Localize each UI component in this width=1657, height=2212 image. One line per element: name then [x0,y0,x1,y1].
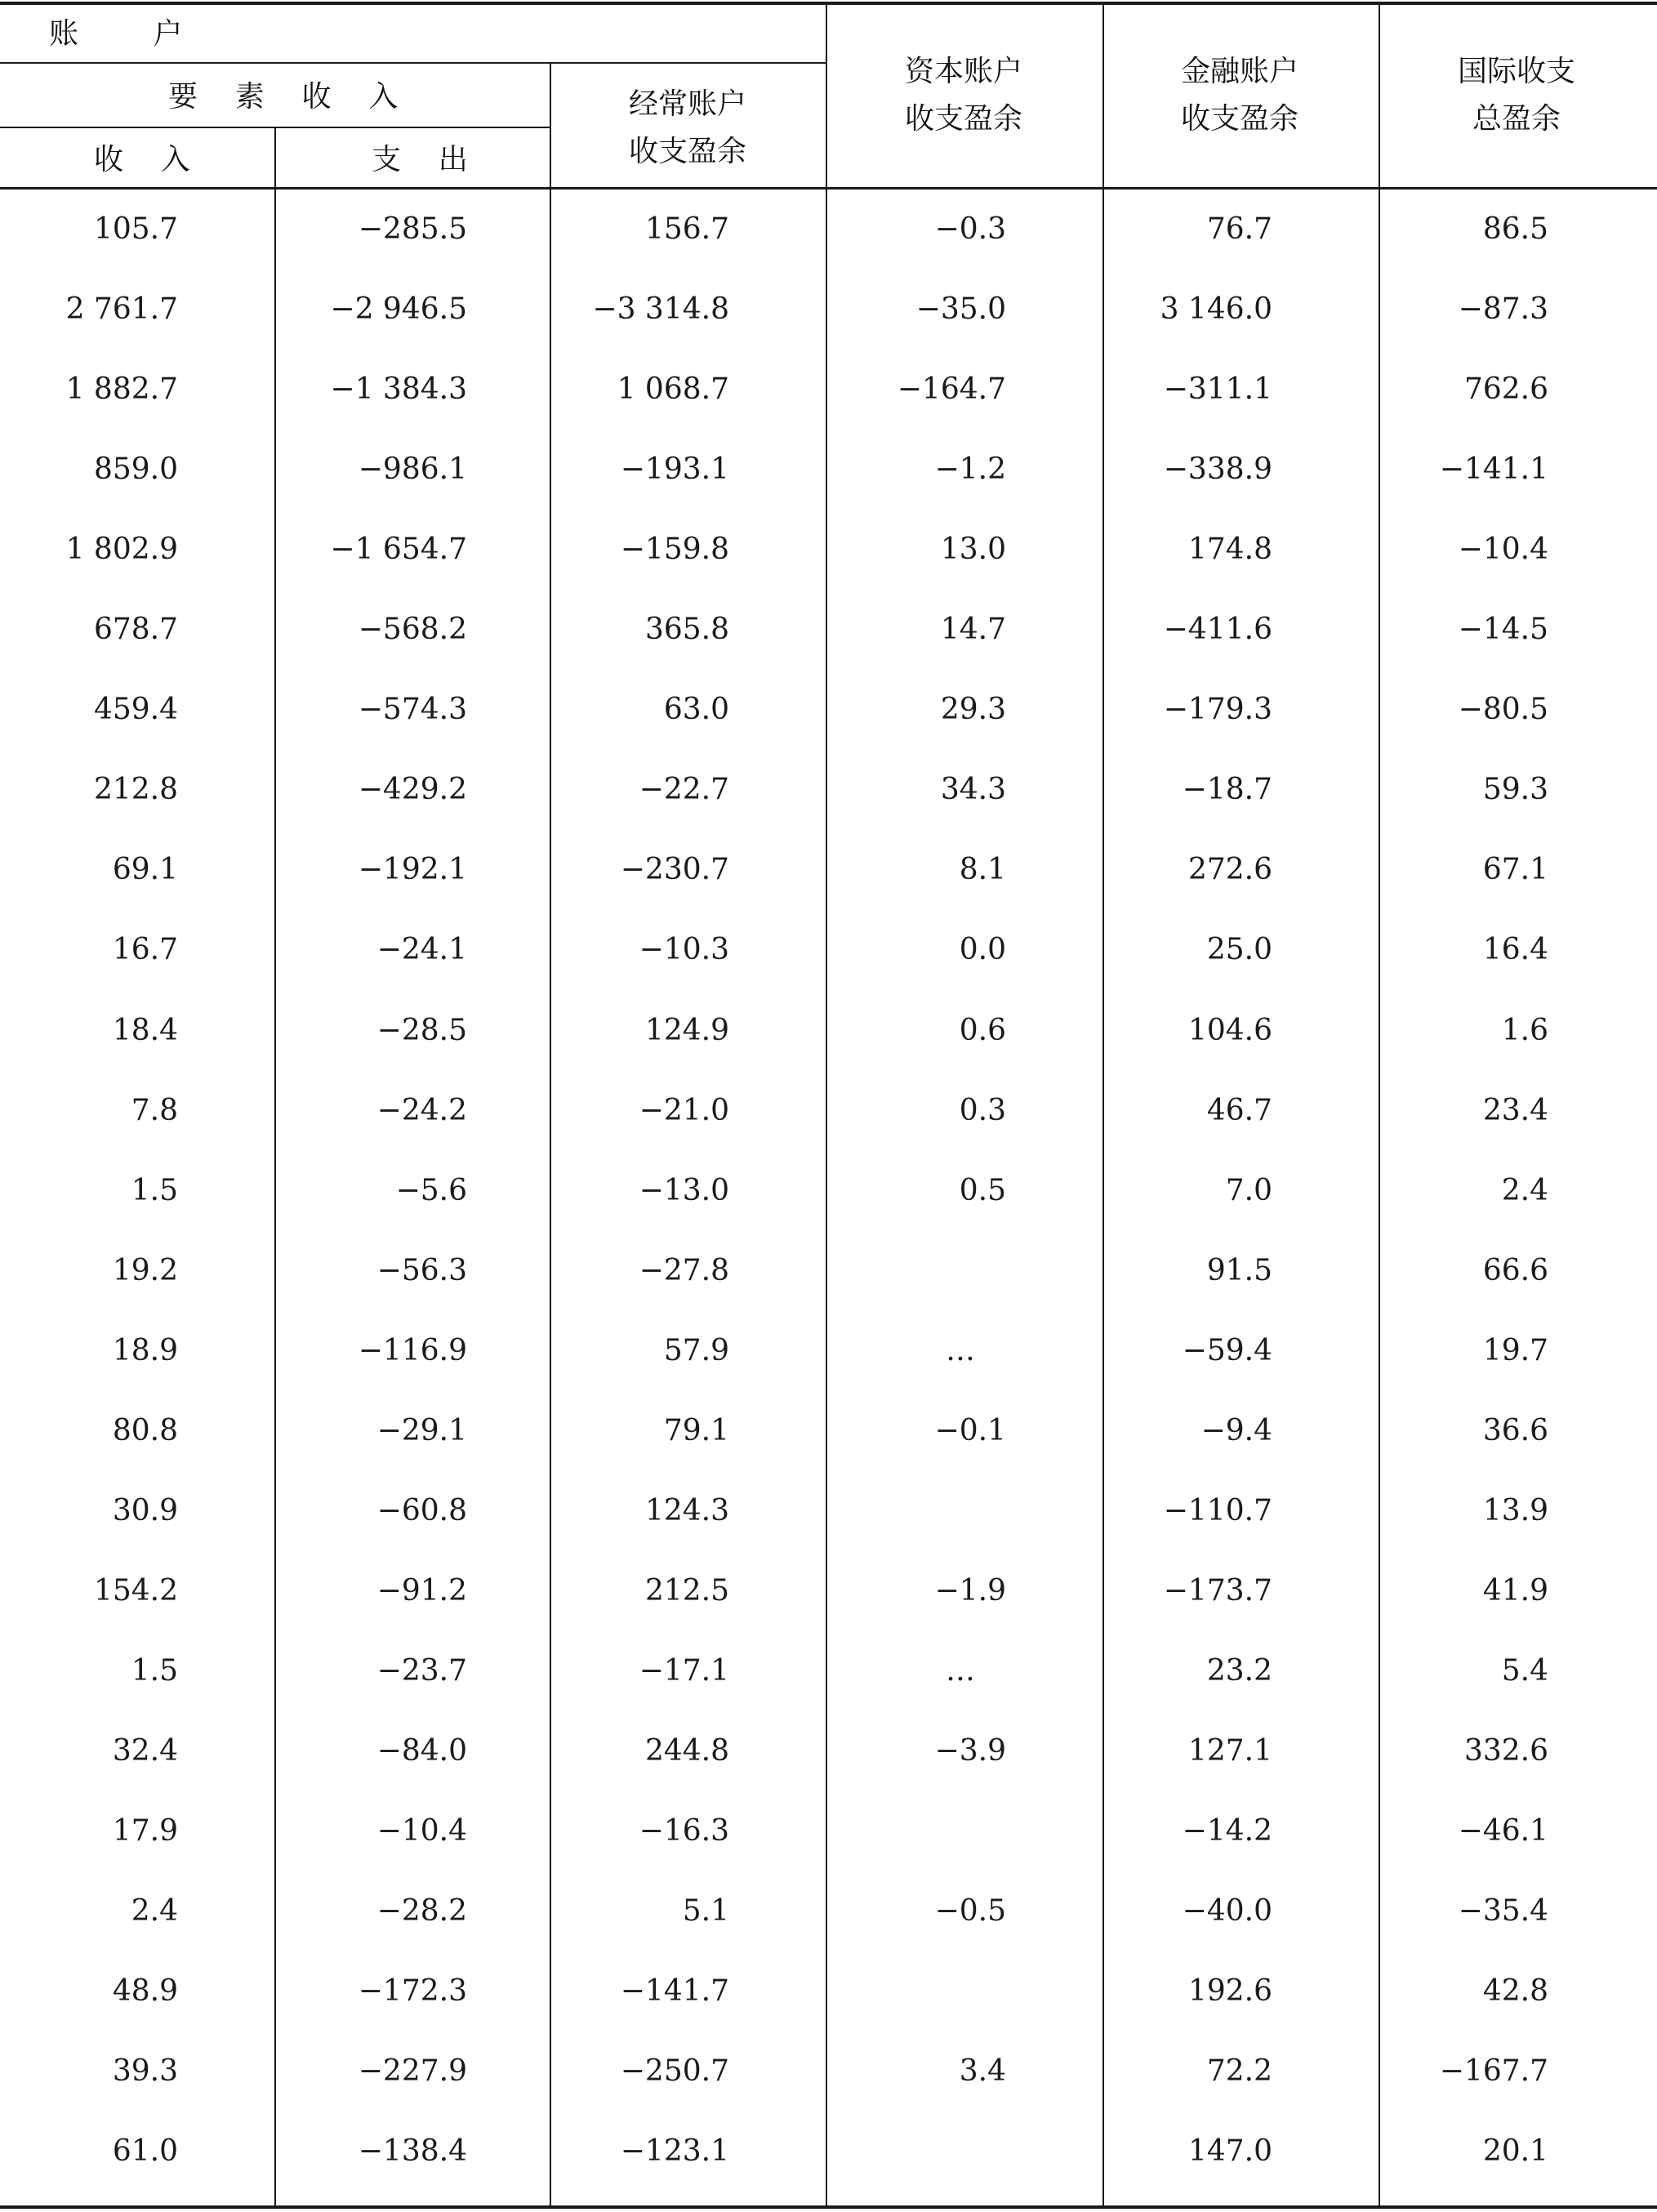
cell-intl-balance: 2.4 [1501,1173,1548,1207]
cell-intl-balance: −46.1 [1458,1814,1548,1848]
cell-capital-account: −35.0 [915,292,1006,327]
cell-expense: −172.3 [358,1974,467,2009]
cell-expense: −568.2 [358,613,467,647]
cell-financial-account: −9.4 [1200,1413,1272,1447]
cell-income: 69.1 [112,853,178,887]
cell-current-account: 244.8 [644,1733,729,1768]
cell-expense: −84.0 [376,1733,467,1768]
cell-current-account: −230.7 [620,853,729,887]
cell-income: 39.3 [112,2054,178,2089]
bottom-rule [0,2205,1657,2209]
cell-intl-balance: −141.1 [1439,453,1548,487]
cell-expense: −429.2 [358,773,467,807]
cell-capital-account: 3.4 [959,2054,1006,2089]
cell-financial-account: −59.4 [1182,1333,1272,1367]
cell-financial-account: 23.2 [1206,1653,1272,1688]
cell-current-account: −10.3 [639,933,729,967]
header-bottom-rule [0,187,1657,190]
cell-financial-account: 192.6 [1187,1974,1272,2009]
header-capital-account-l1: 资本账户 [905,55,1023,88]
cell-financial-account: −14.2 [1182,1814,1272,1848]
cell-expense: −24.1 [376,933,467,967]
cell-current-account: −123.1 [620,2134,729,2169]
cell-intl-balance: 1.6 [1501,1013,1548,1047]
cell-income: 1.5 [131,1173,178,1207]
cell-intl-balance: 20.1 [1482,2134,1548,2169]
cell-financial-account: 127.1 [1187,1733,1272,1768]
header-expense: 支 出 [372,143,468,176]
cell-expense: −28.5 [376,1013,467,1047]
header-income: 收 入 [94,143,190,176]
header-financial-account-l1: 金融账户 [1181,55,1299,88]
cell-capital-account: −3.9 [934,1733,1006,1768]
cell-current-account: −16.3 [639,1814,729,1848]
cell-financial-account: −311.1 [1163,372,1272,407]
cell-capital-account: … [946,1653,975,1688]
cell-current-account: 156.7 [644,212,729,246]
cell-current-account: 124.9 [644,1013,729,1047]
cell-expense: −138.4 [358,2134,467,2169]
header-financial-account-l2: 收支盈余 [1181,102,1299,136]
cell-expense: −227.9 [358,2054,467,2089]
cell-intl-balance: 67.1 [1482,853,1548,887]
cell-capital-account: −0.5 [934,1894,1006,1929]
cell-income: 1 802.9 [65,533,178,567]
header-account: 账 户 [49,17,183,51]
cell-financial-account: 174.8 [1187,533,1272,567]
cell-income: 678.7 [93,613,178,647]
cell-expense: −2 946.5 [330,292,467,327]
cell-financial-account: −110.7 [1163,1493,1272,1527]
col-divider-5 [1379,2,1380,2207]
cell-current-account: −22.7 [639,773,729,807]
cell-current-account: −21.0 [639,1093,729,1127]
cell-current-account: 212.5 [644,1573,729,1608]
cell-financial-account: 7.0 [1225,1173,1272,1207]
cell-capital-account: 0.3 [959,1093,1006,1127]
col-divider-2 [550,62,551,2207]
cell-capital-account: 13.0 [940,533,1006,567]
cell-financial-account: 104.6 [1187,1013,1272,1047]
cell-current-account: 79.1 [663,1413,729,1447]
cell-capital-account: −164.7 [897,372,1006,407]
cell-expense: −91.2 [376,1573,467,1608]
cell-intl-balance: 19.7 [1482,1333,1548,1367]
cell-income: 18.9 [112,1333,178,1367]
cell-expense: −1 654.7 [330,533,467,567]
cell-capital-account: 0.5 [959,1173,1006,1207]
cell-capital-account: 0.6 [959,1013,1006,1047]
top-rule [0,2,1657,5]
col-divider-3 [826,2,827,2207]
cell-capital-account: 34.3 [940,773,1006,807]
cell-intl-balance: 59.3 [1482,773,1548,807]
cell-capital-account: 29.3 [940,693,1006,727]
cell-income: 1.5 [131,1653,178,1688]
cell-expense: −10.4 [376,1814,467,1848]
cell-intl-balance: 66.6 [1482,1253,1548,1287]
cell-income: 30.9 [112,1493,178,1527]
cell-income: 859.0 [93,453,178,487]
cell-income: 80.8 [112,1413,178,1447]
cell-intl-balance: −80.5 [1458,693,1548,727]
cell-capital-account: −0.1 [934,1413,1006,1447]
cell-intl-balance: 42.8 [1482,1974,1548,2009]
cell-current-account: 365.8 [644,613,729,647]
cell-financial-account: 46.7 [1206,1093,1272,1127]
cell-current-account: 63.0 [663,693,729,727]
cell-expense: −986.1 [358,453,467,487]
cell-income: 2 761.7 [65,292,178,327]
cell-income: 32.4 [112,1733,178,1768]
cell-current-account: 57.9 [663,1333,729,1367]
cell-income: 459.4 [93,693,178,727]
cell-expense: −56.3 [376,1253,467,1287]
cell-capital-account: … [946,1333,975,1367]
cell-income: 154.2 [93,1573,178,1608]
cell-capital-account: 0.0 [959,933,1006,967]
cell-expense: −60.8 [376,1493,467,1527]
cell-intl-balance: 16.4 [1482,933,1548,967]
header-capital-account-l2: 收支盈余 [905,102,1023,136]
cell-intl-balance: 332.6 [1463,1733,1548,1768]
cell-income: 1 882.7 [65,372,178,407]
cell-current-account: −159.8 [620,533,729,567]
cell-intl-balance: 13.9 [1482,1493,1548,1527]
cell-expense: −23.7 [376,1653,467,1688]
col-divider-4 [1102,2,1104,2207]
cell-income: 105.7 [93,212,178,246]
cell-intl-balance: −167.7 [1439,2054,1548,2089]
cell-income: 16.7 [112,933,178,967]
cell-current-account: −27.8 [639,1253,729,1287]
cell-capital-account: −1.2 [934,453,1006,487]
cell-income: 19.2 [112,1253,178,1287]
cell-financial-account: 91.5 [1206,1253,1272,1287]
cell-financial-account: 25.0 [1206,933,1272,967]
cell-current-account: −250.7 [620,2054,729,2089]
cell-intl-balance: 5.4 [1501,1653,1548,1688]
cell-intl-balance: −10.4 [1458,533,1548,567]
cell-capital-account: 8.1 [959,853,1006,887]
cell-current-account: 5.1 [682,1894,729,1929]
header-intl-balance-l2: 总盈余 [1472,102,1561,136]
cell-financial-account: −40.0 [1182,1894,1272,1929]
cell-income: 212.8 [93,773,178,807]
cell-financial-account: −338.9 [1163,453,1272,487]
cell-income: 17.9 [112,1814,178,1848]
cell-income: 48.9 [112,1974,178,2009]
cell-expense: −24.2 [376,1093,467,1127]
cell-capital-account: −1.9 [934,1573,1006,1608]
cell-expense: −574.3 [358,693,467,727]
cell-current-account: 124.3 [644,1493,729,1527]
header-intl-balance-l1: 国际收支 [1458,55,1576,88]
cell-current-account: −193.1 [620,453,729,487]
cell-expense: −28.2 [376,1894,467,1929]
cell-income: 7.8 [131,1093,178,1127]
cell-income: 2.4 [131,1894,178,1929]
cell-expense: −5.6 [395,1173,467,1207]
cell-financial-account: −411.6 [1163,613,1272,647]
cell-financial-account: 272.6 [1187,853,1272,887]
cell-expense: −192.1 [358,853,467,887]
cell-income: 61.0 [112,2134,178,2169]
cell-capital-account: −0.3 [934,212,1006,246]
cell-current-account: −13.0 [639,1173,729,1207]
cell-current-account: −141.7 [620,1974,729,2009]
cell-current-account: −17.1 [639,1653,729,1688]
cell-current-account: 1 068.7 [617,372,729,407]
cell-capital-account: 14.7 [940,613,1006,647]
cell-expense: −285.5 [358,212,467,246]
cell-intl-balance: 36.6 [1482,1413,1548,1447]
cell-financial-account: −18.7 [1182,773,1272,807]
header-factor-income: 要 素 收 入 [168,80,399,114]
cell-financial-account: 3 146.0 [1160,292,1272,327]
cell-intl-balance: 41.9 [1482,1573,1548,1608]
cell-intl-balance: 86.5 [1482,212,1548,246]
cell-expense: −1 384.3 [330,372,467,407]
cell-income: 18.4 [112,1013,178,1047]
cell-financial-account: −179.3 [1163,693,1272,727]
cell-intl-balance: 23.4 [1482,1093,1548,1127]
header-rule-1 [0,62,826,64]
cell-expense: −116.9 [358,1333,467,1367]
cell-financial-account: 147.0 [1187,2134,1272,2169]
cell-financial-account: −173.7 [1163,1573,1272,1608]
cell-intl-balance: −87.3 [1458,292,1548,327]
cell-intl-balance: 762.6 [1463,372,1548,407]
cell-intl-balance: −35.4 [1458,1894,1548,1929]
cell-current-account: −3 314.8 [592,292,729,327]
cell-intl-balance: −14.5 [1458,613,1548,647]
cell-financial-account: 76.7 [1206,212,1272,246]
cell-financial-account: 72.2 [1206,2054,1272,2089]
cell-expense: −29.1 [376,1413,467,1447]
col-divider-1 [274,127,276,2207]
header-current-account-l1: 经常账户 [629,87,747,121]
header-current-account-l2: 收支盈余 [629,135,747,168]
